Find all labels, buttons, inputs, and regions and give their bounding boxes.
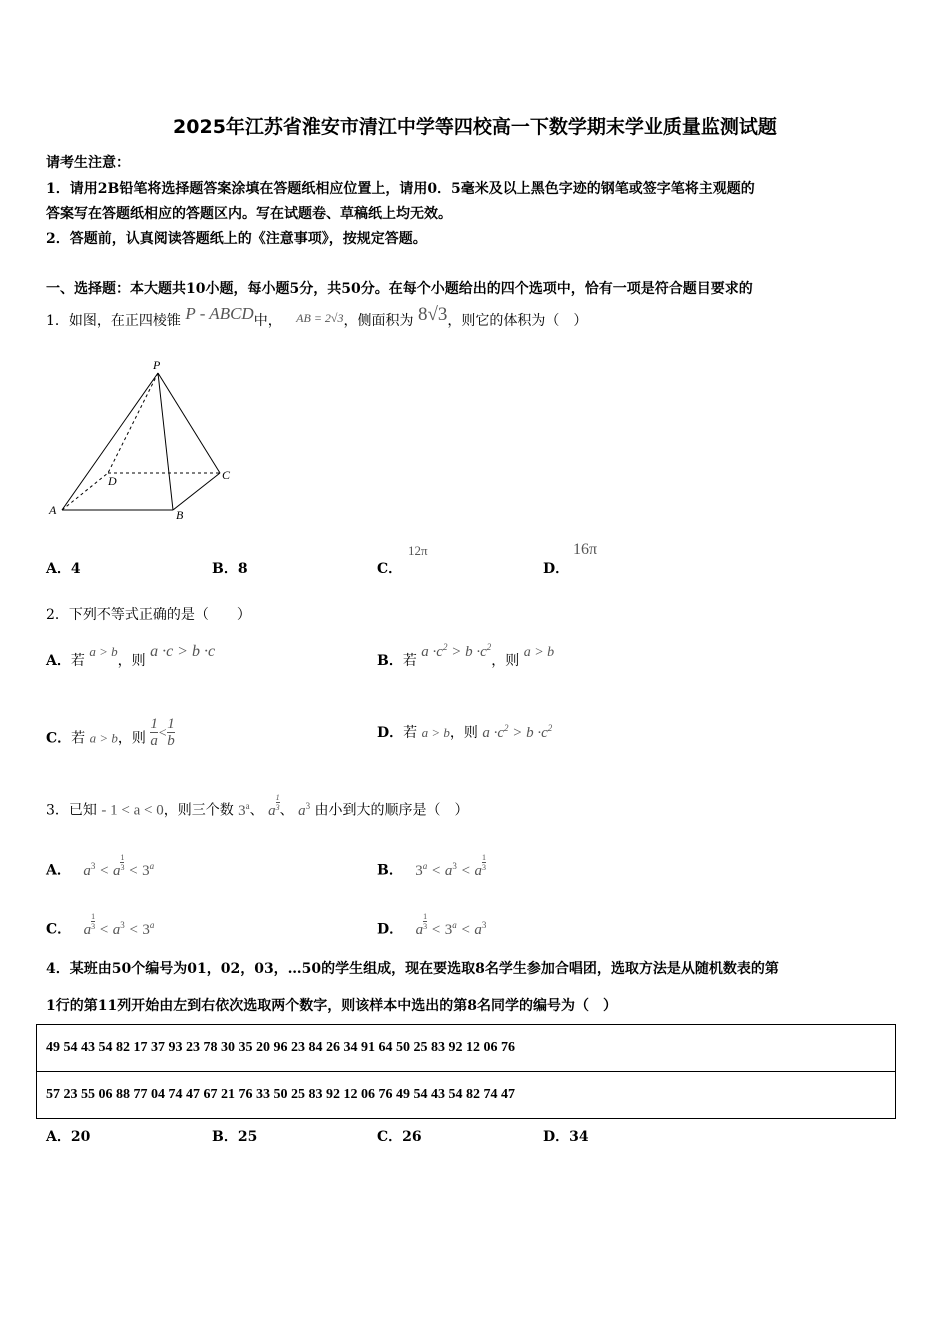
random-number-table [36, 1024, 896, 1119]
q1-text-2: 中， [253, 313, 282, 329]
section-heading: 一、选择题：本大题共10小题，每小题5分，共50分。在每个小题给出的四个选项中，恰有一项是符合题目要求的 [46, 281, 753, 297]
q2-option-a: A．若 a > b，则 a ·c > b ·c [46, 643, 216, 669]
q3-option-c: C． a $^{\frac{1}{3}}$ < $a^3 < 3^a$ [46, 912, 155, 938]
label-b: B [176, 508, 184, 522]
question-3: 3．已知 - 1 < a < 0，则三个数 3$^a$、 a $^{\frac{1}{3}}$ 、 $a^3$ 由小到大的顺序是（ ） [46, 793, 469, 819]
label-d: D [108, 474, 117, 488]
q1-option-c: C． [377, 561, 403, 577]
notice-line-1b: 答案写在答题纸相应的答题区内。写在试题卷、草稿纸上均无效。 [46, 206, 452, 222]
pyramid-figure [40, 355, 250, 525]
q1-option-b: B．8 [212, 561, 248, 577]
q1-option-a: A．4 [46, 561, 81, 577]
q1-area: 8√3 [417, 304, 448, 325]
notice-heading: 请考生注意： [46, 155, 130, 171]
q4-option-a: A．20 [46, 1129, 91, 1145]
q1-text-1: 如图，在正四棱锥 [68, 313, 181, 329]
q2-option-d: D．若 a > b，则 $a \cdot c^2 > b \cdot c^2$ [377, 723, 553, 741]
table-cell: 57 23 55 06 88 77 04 74 47 67 21 76 33 50 25 83 92 12 06 76 49 54 43 54 82 74 47 [37, 1072, 896, 1119]
q4-option-d: D．34 [543, 1129, 589, 1145]
question-4-line-2: 1行的第11列开始由左到右依次选取两个数字，则该样本中选出的第8名同学的编号为（ ） [46, 998, 617, 1014]
label-a: A [49, 503, 57, 517]
q1-option-c-value: 12π [408, 543, 428, 558]
notice-line-1a: 1．请用2B铅笔将选择题答案涂填在答题纸相应位置上，请用0．5毫米及以上黑色字迹的钢笔或签字笔将主观题的 [46, 181, 755, 197]
table-row [37, 1072, 896, 1119]
table-cell: 49 54 43 54 82 17 37 93 23 78 30 35 20 96 23 84 26 34 91 64 50 25 83 92 12 06 76 [37, 1025, 896, 1072]
question-4-line-1: 4．某班由50个编号为01，02，03，…50的学生组成，现在要选取8名学生参加合唱团，选取方法是从随机数表的第 [46, 961, 779, 977]
notice-line-2: 2．答题前，认真阅读答题纸上的《注意事项》，按规定答题。 [46, 231, 427, 247]
q1-number: 1． [46, 313, 69, 329]
question-1 [46, 304, 588, 331]
q2-option-c: C．若 a > b，则 $\frac{1}{a}$ < $\frac{1}{b}$ [46, 716, 175, 749]
q4-option-c: C．26 [377, 1129, 422, 1145]
q2-option-b: B．若 $a \cdot c^2 > b \cdot c^2$，则 a > b [377, 642, 555, 669]
label-p: P [153, 358, 161, 372]
q3-option-b: B． $3^a < a^3 < a$ $^{\frac{1}{3}}$ [377, 853, 487, 879]
label-c: C [222, 468, 231, 482]
q4-option-b: B．25 [212, 1129, 258, 1145]
question-2: 2．下列不等式正确的是（ ） [46, 607, 251, 623]
q3-option-d: D． a $^{\frac{1}{3}}$ < $3^a < a^3$ [377, 912, 487, 938]
page-title: 2025年江苏省淮安市清江中学等四校高一下数学期末学业质量监测试题 [173, 116, 777, 138]
q1-option-d-value: 16π [573, 541, 598, 558]
q1-text-4: ，则它的体积为（ ） [447, 313, 588, 329]
q1-text-3: ，侧面积为 [343, 313, 414, 329]
q3-option-a: A． $a^3 < a$ $^{\frac{1}{3}}$ < $3^a$ [46, 853, 155, 879]
q1-option-d: D． [543, 561, 570, 577]
table-row [37, 1025, 896, 1072]
q1-ab: AB = 2√3 [296, 311, 344, 325]
q1-pyramid: P - ABCD [185, 304, 254, 323]
